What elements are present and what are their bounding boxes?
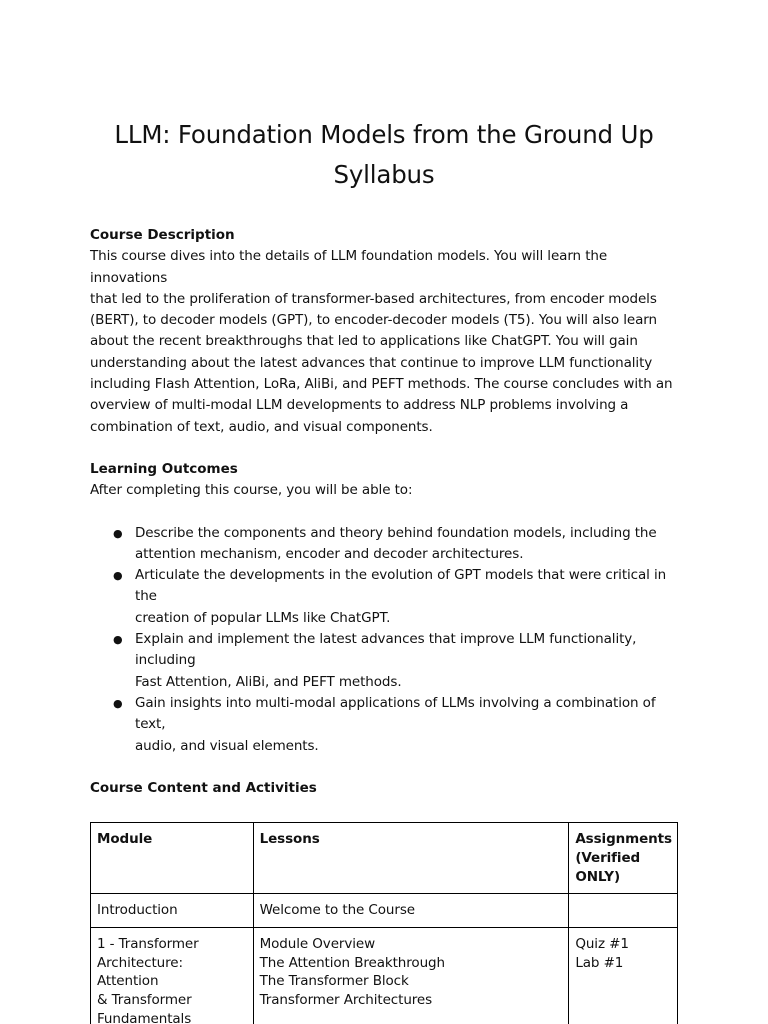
list-item (113, 629, 678, 693)
description-line: about the recent breakthroughs that led to applications like ChatGPT. You will gain (90, 333, 638, 350)
cell-line: Welcome to the Course (259, 902, 415, 919)
learning-outcomes-section (90, 459, 678, 757)
cell-line: Quiz #1 (575, 935, 629, 952)
list-item (113, 523, 678, 566)
bullet-icon: ● (113, 633, 123, 647)
table-header-row (91, 823, 678, 894)
course-content-heading: Course Content and Activities (90, 779, 317, 796)
description-line: understanding about the latest advances that continue to improve LLM functionality (90, 354, 653, 371)
course-description-heading: Course Description (90, 227, 235, 243)
outcome-line: Gain insights into multi-modal applications of LLMs involving a combination of text, (135, 694, 656, 733)
table-row (91, 927, 678, 1024)
description-line: This course dives into the details of LLM foundation models. You will learn the innovations (90, 248, 608, 286)
cell-line: Lab #1 (575, 954, 624, 971)
learning-outcomes-intro: After completing this course, you will be able to: (90, 482, 413, 499)
table-row (91, 894, 678, 928)
cell-line: The Attention Breakthrough (259, 954, 445, 971)
cell-line: 1 - Transformer (97, 935, 199, 952)
header-lessons: Lessons (253, 823, 569, 894)
outcome-line: Articulate the developments in the evolution of GPT models that were critical in the (135, 567, 667, 605)
bullet-icon: ● (113, 696, 123, 710)
cell-lessons (253, 927, 569, 1024)
cell-line: & Transformer (97, 992, 192, 1009)
cell-module (91, 894, 254, 928)
cell-module (91, 927, 254, 1024)
header-module: Module (91, 823, 254, 894)
description-line: (BERT), to decoder models (GPT), to encoder-decoder models (T5). You will also learn (90, 312, 657, 329)
bullet-icon: ● (113, 569, 123, 583)
outcome-line: attention mechanism, encoder and decoder architectures. (135, 545, 524, 562)
header-assignments-line: Assignments (575, 831, 672, 848)
learning-outcomes-heading: Learning Outcomes (90, 460, 238, 477)
cell-lessons (253, 894, 569, 928)
outcome-line: Fast Attention, AliBi, and PEFT methods. (135, 673, 402, 690)
list-item (113, 693, 678, 757)
cell-assignments (569, 894, 678, 928)
learning-outcomes-list (90, 523, 678, 757)
bullet-icon: ● (113, 526, 123, 540)
header-assignments-line: (Verified (575, 849, 641, 866)
header-assignments-line: ONLY) (575, 868, 621, 885)
description-line: combination of text, audio, and visual components. (90, 418, 433, 435)
description-line: overview of multi-modal LLM developments to address NLP problems involving a (90, 397, 629, 414)
syllabus-table (90, 822, 678, 1024)
list-item (113, 565, 678, 629)
outcome-line: audio, and visual elements. (135, 737, 319, 754)
outcome-line: creation of popular LLMs like ChatGPT. (135, 609, 391, 626)
cell-assignments (569, 927, 678, 1024)
description-line: that led to the proliferation of transformer-based architectures, from encoder models (90, 290, 657, 307)
title-line-1: LLM: Foundation Models from the Ground Up (114, 120, 654, 149)
title-line-2: Syllabus (333, 160, 435, 189)
course-description-text (90, 246, 678, 438)
cell-line: Introduction (97, 902, 178, 919)
cell-line: Transformer Architectures (259, 992, 433, 1009)
outcome-line: Explain and implement the latest advances that improve LLM functionality, including (135, 631, 637, 669)
page-title (90, 0, 678, 195)
header-assignments (569, 823, 678, 894)
cell-line: Architecture: Attention (97, 954, 183, 990)
cell-line: Module Overview (259, 935, 376, 952)
cell-line: Fundamentals (97, 1010, 192, 1024)
outcome-line: Describe the components and theory behind foundation models, including the (135, 524, 657, 541)
description-line: including Flash Attention, LoRa, AliBi, and PEFT methods. The course concludes with an (90, 376, 673, 393)
cell-line: The Transformer Block (259, 973, 409, 990)
course-content-section (90, 778, 678, 1024)
course-description-section (90, 225, 678, 438)
